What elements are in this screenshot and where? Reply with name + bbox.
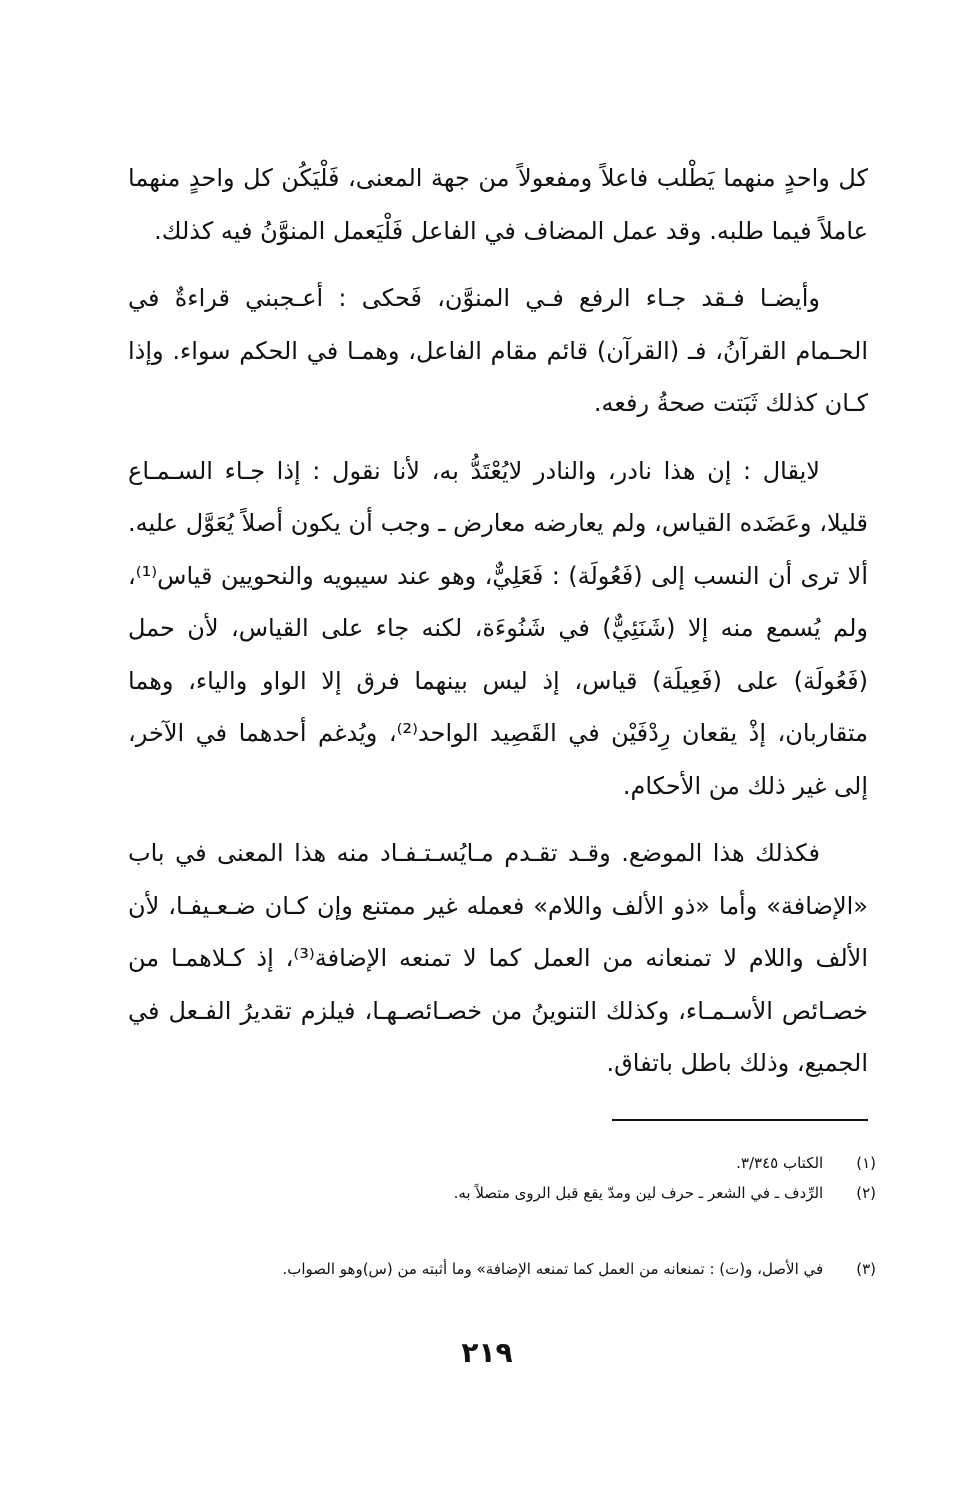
footnote-text: في الأصل، و(ت) : تمنعانه من العمل كما تمنعه الإضافة» وما أثبته من (س)وهو الصواب.: [282, 1260, 824, 1278]
page-number: ٢١٩: [461, 1336, 513, 1369]
footnote-1: [128, 1148, 876, 1178]
footnote-number: (٣): [856, 1260, 876, 1278]
main-text: [128, 152, 868, 1090]
footnote-separator: [612, 1119, 868, 1121]
paragraph-4: فكذلك هذا الموضع. وقـد تقـدم مـايُسـتـفـاد منه هذا المعنى في باب «الإضافة» وأما «ذو الألف واللام» فعمله غير ممتنع وإن كـان ضـعـيفـا، لأن الألف واللام لا تمنعانه من العمل كما لا تمنعه الإضافة⁽³⁾، إذ كـلاهمـا من خصـائص الأسـمـاء، وكذلك التنوينُ من خصـائصـهـا، فيلزم تقديرُ الفـعل في الجميع، وذلك باطل باتفاق.: [128, 839, 868, 1077]
footnote-text: الرِّدف ـ في الشعر ـ حرف لين ومدّ يقع قبل الروى متصلاً به.: [453, 1184, 824, 1202]
paragraph-1: كل واحدٍ منهما يَطْلب فاعلاً ومفعولاً من جهة المعنى، فَلْيَكُن كل واحدٍ منهما عاملاً فيما طلبه. وقد عمل المضاف في الفاعل فَلْيَعمل المنوَّنُ فيه كذلك.: [128, 164, 868, 245]
paragraph-3: لايقال : إن هذا نادر، والنادر لايُعْتَدُّ به، لأنا نقول : إذا جـاء السـمـاع قليلا، وعَضَده القياس، ولم يعارضه معارض ـ وجب أن يكون أصلاً يُعَوَّل عليه. ألا ترى أن النسب إلى (فَعُولَة) : فَعَلِيٌّ، وهو عند سيبويه والنحويين قياس⁽¹⁾، ولم يُسمع منه إلا (شَنَئِيٌّ) في شَنُوءَة، لكنه جاء على القياس، لأن حمل (فَعُولَة) على (فَعِيلَة) قياس، إذ ليس بينهما فرق إلا الواو والياء، وهما متقاربان، إذْ يقعان رِدْفَيْن في القَصِيد الواحد⁽²⁾، ويُدغم أحدهما في الآخر، إلى غير ذلك من الأحكام.: [128, 456, 868, 800]
footnote-3: [128, 1254, 876, 1284]
footnote-number: (١): [856, 1154, 876, 1172]
footnote-number: (٢): [856, 1184, 876, 1202]
paragraph-2: وأيضـا فـقد جـاء الرفع فـي المنوَّن، فَحكى : أعـجبني قراءةٌ في الحـمام القرآنُ، فـ (القرآن) قائم مقام الفاعل، وهمـا في الحكم سواء. وإذا كـان كذلك ثَبَتت صحةُ رفعه.: [128, 284, 868, 417]
footnotes: [128, 1148, 876, 1284]
footnote-2: [128, 1178, 876, 1208]
footnote-text: الكتاب ٣/٣٤٥.: [736, 1154, 824, 1172]
